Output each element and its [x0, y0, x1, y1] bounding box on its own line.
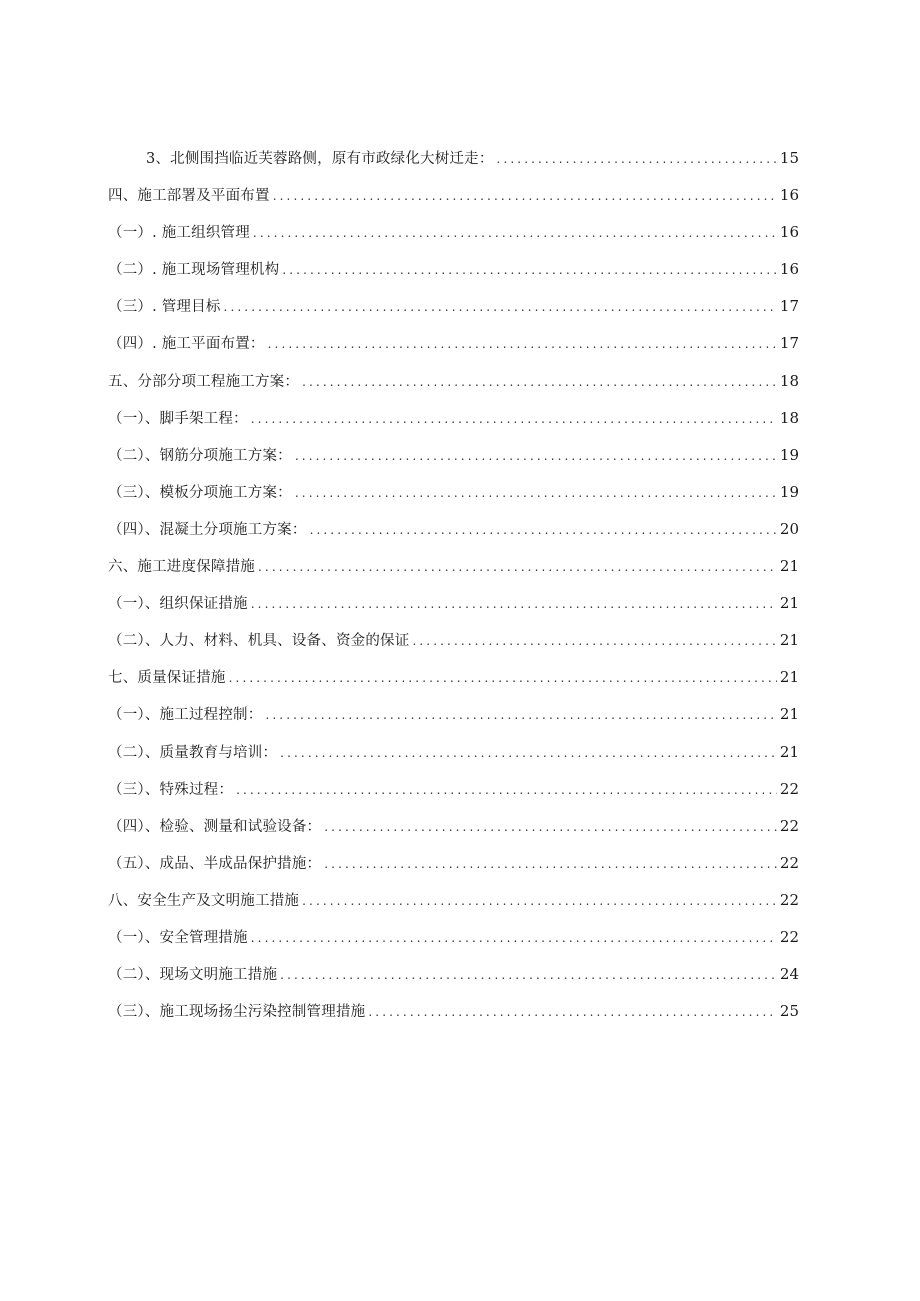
dot-leader	[280, 741, 777, 765]
toc-entry[interactable]	[108, 888, 799, 925]
toc-page-number: 22	[779, 816, 799, 835]
toc-page-number: 18	[779, 408, 799, 427]
toc-entry[interactable]	[108, 406, 799, 443]
toc-page-number: 20	[779, 519, 799, 538]
dot-leader	[302, 889, 777, 913]
dot-leader	[282, 258, 777, 282]
toc-page-number: 21	[779, 668, 799, 687]
dot-leader	[324, 815, 777, 839]
toc-entry-title: （二）、人力、材料、机具、设备、资金的保证	[108, 633, 410, 650]
toc-entry[interactable]	[108, 814, 799, 851]
toc-entry-title: 3、北侧围挡临近芙蓉路侧，原有市政绿化大树迁走：	[146, 151, 494, 167]
toc-page-number: 17	[779, 334, 799, 353]
toc-entry[interactable]	[108, 146, 799, 183]
toc-entry-title: 八、安全生产及文明施工措施	[108, 892, 300, 909]
toc-entry[interactable]	[108, 183, 799, 220]
toc-entry-title: （一）、脚手架工程：	[108, 410, 248, 427]
toc-page-number: 24	[779, 965, 799, 984]
toc-entry[interactable]	[108, 369, 799, 406]
dot-leader	[229, 666, 777, 690]
dot-leader	[268, 332, 777, 356]
toc-page-number: 21	[779, 631, 799, 650]
table-of-contents	[108, 146, 799, 1036]
dot-leader	[280, 963, 777, 987]
toc-entry[interactable]	[108, 517, 799, 554]
toc-entry[interactable]	[108, 331, 799, 368]
toc-entry-title: （二）、钢筋分项施工方案：	[108, 447, 292, 464]
toc-page-number: 21	[779, 742, 799, 761]
toc-entry-title: （三）. 管理目标	[108, 299, 221, 316]
dot-leader	[224, 295, 777, 319]
dot-leader	[497, 147, 777, 171]
toc-page-number: 22	[779, 853, 799, 872]
toc-entry[interactable]	[108, 740, 799, 777]
toc-page-number: 16	[779, 223, 799, 242]
toc-entry-title: （一）. 施工组织管理	[108, 225, 250, 242]
toc-page-number: 19	[779, 445, 799, 464]
toc-entry[interactable]	[108, 962, 799, 999]
dot-leader	[295, 481, 777, 505]
toc-entry-title: 七、质量保证措施	[108, 670, 226, 687]
toc-entry-title: （一）、安全管理措施	[108, 929, 248, 946]
toc-page-number: 16	[779, 260, 799, 279]
toc-entry[interactable]	[108, 702, 799, 739]
toc-entry-title: （四）、检验、测量和试验设备：	[108, 818, 322, 835]
dot-leader	[253, 221, 777, 245]
dot-leader	[324, 852, 777, 876]
toc-entry[interactable]	[108, 999, 799, 1036]
dot-leader	[236, 778, 777, 802]
toc-page-number: 19	[779, 482, 799, 501]
toc-entry-title: （一）、施工过程控制：	[108, 707, 263, 724]
toc-page-number: 25	[779, 1002, 799, 1021]
toc-entry[interactable]	[108, 480, 799, 517]
toc-entry[interactable]	[108, 777, 799, 814]
toc-page-number: 22	[779, 779, 799, 798]
toc-entry[interactable]	[108, 257, 799, 294]
toc-entry-title: 六、施工进度保障措施	[108, 559, 255, 576]
toc-page-number: 21	[779, 705, 799, 724]
toc-entry[interactable]	[108, 925, 799, 962]
dot-leader	[251, 592, 777, 616]
dot-leader	[412, 629, 776, 653]
toc-entry[interactable]	[108, 665, 799, 702]
toc-entry[interactable]	[108, 443, 799, 480]
toc-entry-title: （一）、组织保证措施	[108, 596, 248, 613]
dot-leader	[302, 370, 777, 394]
toc-page-number: 15	[779, 149, 799, 167]
dot-leader	[295, 444, 777, 468]
toc-entry-title: （四）. 施工平面布置：	[108, 336, 265, 353]
toc-entry[interactable]	[108, 851, 799, 888]
toc-entry[interactable]	[108, 628, 799, 665]
toc-page-number: 21	[779, 557, 799, 576]
toc-entry-title: （二）、现场文明施工措施	[108, 967, 278, 984]
dot-leader	[251, 926, 777, 950]
toc-entry[interactable]	[108, 220, 799, 257]
toc-entry[interactable]	[108, 554, 799, 591]
toc-entry-title: 五、分部分项工程施工方案：	[108, 373, 300, 390]
toc-entry[interactable]	[108, 591, 799, 628]
dot-leader	[310, 518, 777, 542]
toc-entry-title: （二）. 施工现场管理机构	[108, 262, 280, 279]
dot-leader	[251, 407, 777, 431]
toc-page-number: 21	[779, 594, 799, 613]
toc-entry-title: （二）、质量教育与培训：	[108, 744, 278, 761]
dot-leader	[265, 703, 776, 727]
dot-leader	[258, 555, 777, 579]
toc-entry-title: （三）、模板分项施工方案：	[108, 484, 292, 501]
toc-entry-title: （四）、混凝土分项施工方案：	[108, 521, 307, 538]
dot-leader	[273, 184, 777, 208]
dot-leader	[368, 1000, 777, 1024]
toc-page-number: 16	[779, 186, 799, 205]
toc-page-number: 17	[779, 297, 799, 316]
toc-entry-title: （五）、成品、半成品保护措施：	[108, 855, 322, 872]
toc-entry-title: （三）、施工现场扬尘污染控制管理措施	[108, 1004, 366, 1021]
toc-page-number: 18	[779, 371, 799, 390]
toc-entry-title: （三）、特殊过程：	[108, 781, 234, 798]
toc-entry[interactable]	[108, 294, 799, 331]
toc-page-number: 22	[779, 890, 799, 909]
toc-entry-title: 四、施工部署及平面布置	[108, 188, 270, 205]
toc-page-number: 22	[779, 927, 799, 946]
